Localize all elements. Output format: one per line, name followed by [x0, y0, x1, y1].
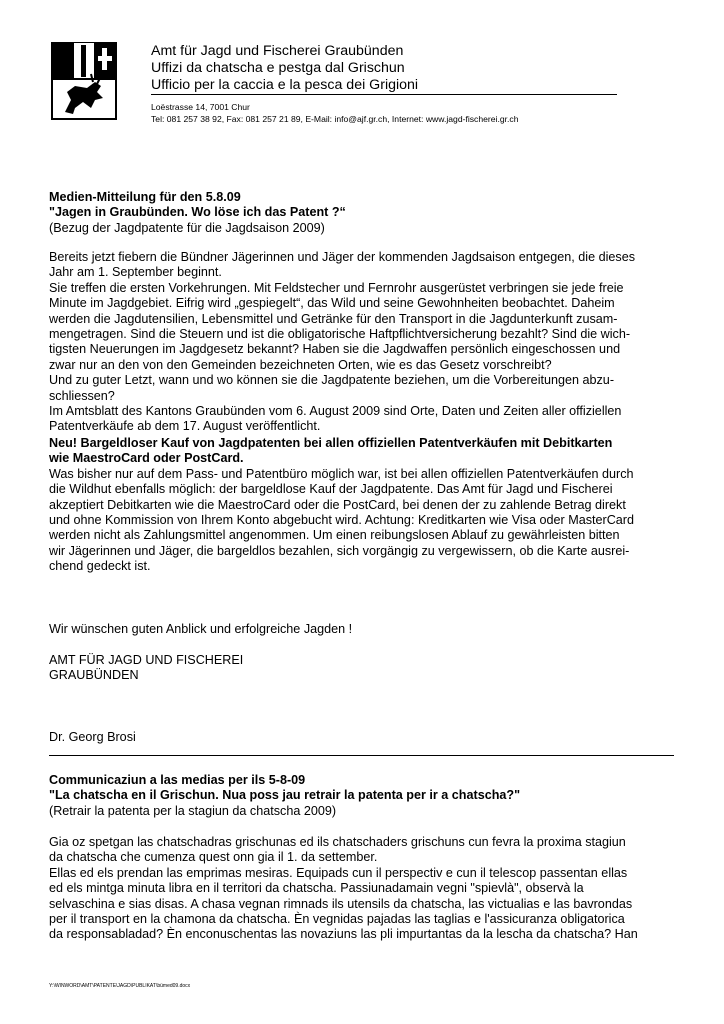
signer-name: Dr. Georg Brosi — [49, 730, 136, 744]
text-line: Sie treffen die ersten Vorkehrungen. Mit Feldstecher und Fernrohr ausgerüstet verbringen sie jede freie — [49, 280, 624, 295]
letterhead-line-de: Amt für Jagd und Fischerei Graubünden — [151, 43, 404, 59]
address-block — [151, 101, 518, 125]
text-line: akzeptiert Debitkarten wie die MaestroCard oder die PostCard, bei denen der zu zahlende Betrag direkt — [49, 497, 626, 512]
rm-subtitle: (Retrair la patenta per la stagiun da chatscha 2009) — [49, 803, 337, 818]
text-line: chend gedeckt ist. — [49, 559, 151, 574]
signature-org: GRAUBÜNDEN — [49, 668, 139, 683]
text-line: Ellas ed els prendan las emprimas mesiras. Equipads cun il perspectiv e cun il telescop passentan ellas — [49, 865, 628, 880]
letterhead-line-rm: Uffizi da chatscha e pestga dal Grischun — [151, 60, 405, 76]
section-divider — [49, 755, 674, 756]
text-line: schliessen? — [49, 388, 115, 403]
text-line: und ohne Kommission von Ihrem Konto abgebucht wird. Achtung: Kreditkarten wie Visa oder MasterCard — [49, 513, 634, 528]
contact-line: Tel: 081 257 38 92, Fax: 081 257 21 89, E-Mail: info@ajf.gr.ch, Internet: www.jagd-fischerei.gr.ch — [151, 114, 519, 124]
text-line: selvaschina e sias disas. A chasa vegnan rimnads ils utensils da chatscha, las victualias e las bavrondas — [49, 896, 633, 911]
text-line: mengetragen. Sind die Steuern und ist die obligatorische Haftpflichtversicherung bezahlt? Sind die wich- — [49, 327, 631, 342]
text-line: werden nicht als Zahlungsmittel angenommen. Um einen reibungslosen Ablauf zu gewährleisten bitten — [49, 528, 620, 543]
text-line: Bereits jetzt fiebern die Bündner Jägerinnen und Jäger der kommenden Jagdsaison entgegen, die dieses — [49, 250, 635, 264]
rm-paragraph-1 — [49, 835, 679, 943]
text-line: zwar nur an den von den Gemeinden bezeichneten Orten, wie es das Gesetz vorschreibt? — [49, 357, 552, 372]
de-greeting: Wir wünschen guten Anblick und erfolgreiche Jagden ! — [49, 622, 353, 636]
text-line: werden die Jagdutensilien, Lebensmittel und Getränke für den Transport in die Jagdunterkunft zusam- — [49, 311, 618, 326]
letterhead-line-it: Ufficio per la caccia e la pesca dei Grigioni — [151, 77, 617, 95]
text-line: Gia oz spetgan las chatschadras grischunas ed ils chatschaders grischuns cun fevra la proxima stagiun — [49, 835, 626, 849]
de-title-headline: "Jagen in Graubünden. Wo löse ich das Patent ?“ — [49, 205, 346, 220]
rm-title-date: Communicaziun a las medias per ils 5-8-09 — [49, 773, 306, 787]
rm-title-headline: "La chatscha en il Grischun. Nua poss jau retrair la patenta per ir a chatscha?" — [49, 788, 521, 803]
text-line: ed els mintga minuta libra en il territori da chatscha. Passiunadamain vegni "spievlà", observà la — [49, 881, 584, 896]
de-news-heading: wie MaestroCard oder PostCard. — [49, 451, 244, 466]
text-line: die Wildhut ebenfalls möglich: der bargeldlose Kauf der Jagdpatente. Das Amt für Jagd und Fischerei — [49, 482, 613, 497]
letterhead — [151, 43, 617, 95]
text-line: Minute im Jagdgebiet. Eifrig wird „gespiegelt“, das Wild und seine Gewohnheiten beobachtet. Daheim — [49, 296, 615, 311]
text-line: wir Jägerinnen und Jäger, die bargeldlos bezahlen, sich vorgängig zu vergewissern, ob die Karte ausrei- — [49, 543, 630, 558]
de-subtitle: (Bezug der Jagdpatente für die Jagdsaison 2009) — [49, 220, 325, 235]
de-title-block — [49, 190, 679, 236]
text-line: per il transport en la chamona da chatscha. Èn vegnidas pajadas las taglias e l'assicuranza obligatorica — [49, 912, 625, 927]
text-line: Was bisher nur auf dem Pass- und Patentbüro möglich war, ist bei allen offiziellen Patentverkäufen durch — [49, 466, 634, 481]
rm-title-block — [49, 773, 679, 819]
text-line: da chatscha che cumenza quest onn gia il 1. da settember. — [49, 850, 378, 865]
text-line: Und zu guter Letzt, wann und wo können sie die Jagdpatente beziehen, um die Vorbereitungen abzu- — [49, 373, 615, 388]
de-paragraph-2 — [49, 436, 679, 575]
de-news-heading: Neu! Bargeldloser Kauf von Jagdpatenten bei allen offiziellen Patentverkäufen mit Debitkarten — [49, 436, 613, 450]
text-line: Patentverkäufe ab dem 17. August veröffentlicht. — [49, 419, 321, 434]
file-path-footer: Y:\WINWORD\AMT\PATENTE\JAGD\PUBLIKAT\bümed09.docx — [49, 983, 191, 989]
text-line: Im Amtsblatt des Kantons Graubünden vom 6. August 2009 sind Orte, Daten und Zeiten aller offiziellen — [49, 404, 622, 419]
text-line: tigsten Neuerungen im Jagdgesetz bekannt? Haben sie die Jagdwaffen persönlich eingeschossen und — [49, 342, 621, 357]
de-signature-block — [49, 653, 679, 684]
address: Loëstrasse 14, 7001 Chur — [151, 102, 250, 112]
text-line: Jahr am 1. September beginnt. — [49, 265, 222, 280]
de-paragraph-1 — [49, 250, 679, 435]
signature-org: AMT FÜR JAGD UND FISCHEREI — [49, 653, 244, 667]
text-line: da responsabladad? Èn enconuschentas las novaziuns las pli impurtantas da la lescha da chatscha? Han — [49, 927, 638, 942]
graubuenden-coat-of-arms-logo — [51, 42, 117, 120]
de-title-date: Medien-Mitteilung für den 5.8.09 — [49, 190, 241, 204]
